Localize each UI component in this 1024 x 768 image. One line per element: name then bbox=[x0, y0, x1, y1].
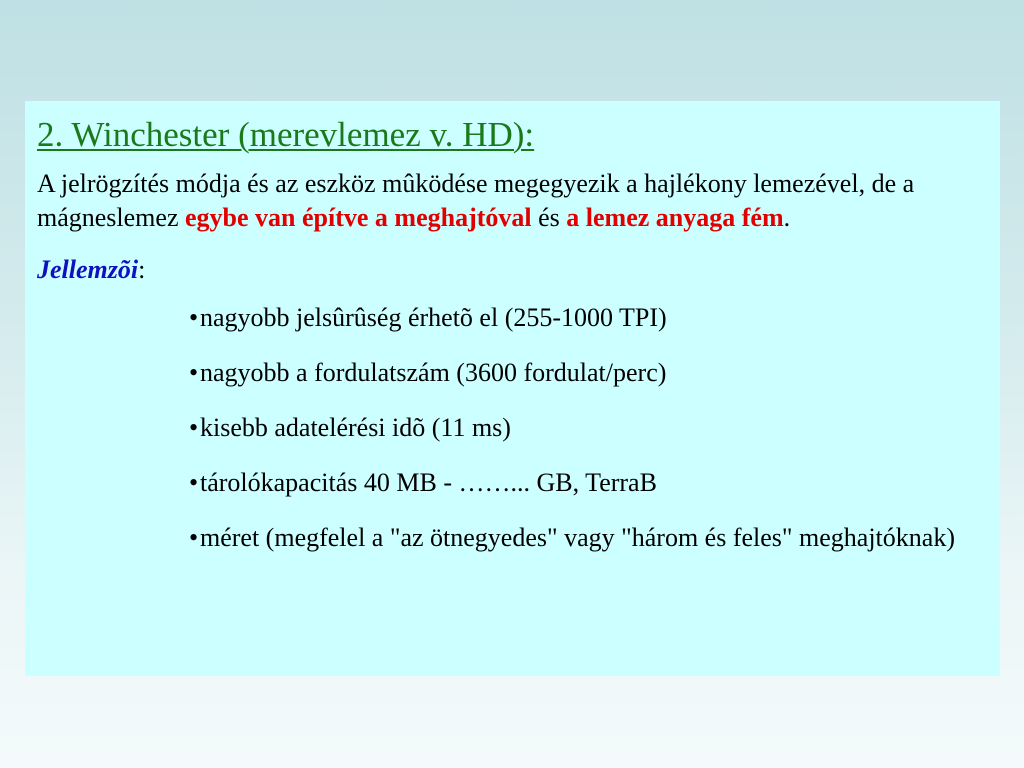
list-item bbox=[37, 356, 988, 390]
bullet-icon: • bbox=[188, 523, 199, 552]
description-text-2: és bbox=[531, 203, 567, 232]
content-box bbox=[25, 101, 1000, 676]
list-item bbox=[37, 301, 988, 335]
highlight-built-in: egybe van építve a meghajtóval bbox=[185, 203, 532, 232]
list-item bbox=[37, 411, 988, 445]
list-item-text: tárolókapacitás 40 MB - ……... GB, TerraB bbox=[200, 468, 657, 497]
bullet-icon: • bbox=[188, 303, 199, 332]
description-text-3: . bbox=[783, 203, 791, 232]
features-label: Jellemzõi bbox=[37, 255, 139, 284]
bullet-icon: • bbox=[188, 468, 199, 497]
description-paragraph bbox=[37, 167, 988, 235]
description-text-1: A jelrögzítés módja és az eszköz mûködése megegyezik a hajlékony lemezével, de a mágneslemez bbox=[37, 169, 915, 232]
list-item-text: nagyobb a fordulatszám (3600 fordulat/perc) bbox=[200, 358, 667, 387]
list-item-text: kisebb adatelérési idõ (11 ms) bbox=[200, 413, 511, 442]
list-item-text: méret (megfelel a "az ötnegyedes" vagy "három és feles" meghajtóknak) bbox=[200, 523, 955, 552]
features-heading bbox=[37, 253, 988, 287]
bullet-icon: • bbox=[188, 358, 199, 387]
list-item bbox=[37, 521, 988, 555]
features-list bbox=[37, 301, 988, 555]
bullet-icon: • bbox=[188, 413, 199, 442]
list-item-text: nagyobb jelsûrûség érhetõ el (255-1000 TPI) bbox=[200, 303, 667, 332]
features-colon: : bbox=[138, 255, 146, 284]
highlight-metal-disk: a lemez anyaga fém bbox=[566, 203, 784, 232]
list-item bbox=[37, 466, 988, 500]
slide-title: 2. Winchester (merevlemez v. HD): bbox=[37, 115, 535, 154]
